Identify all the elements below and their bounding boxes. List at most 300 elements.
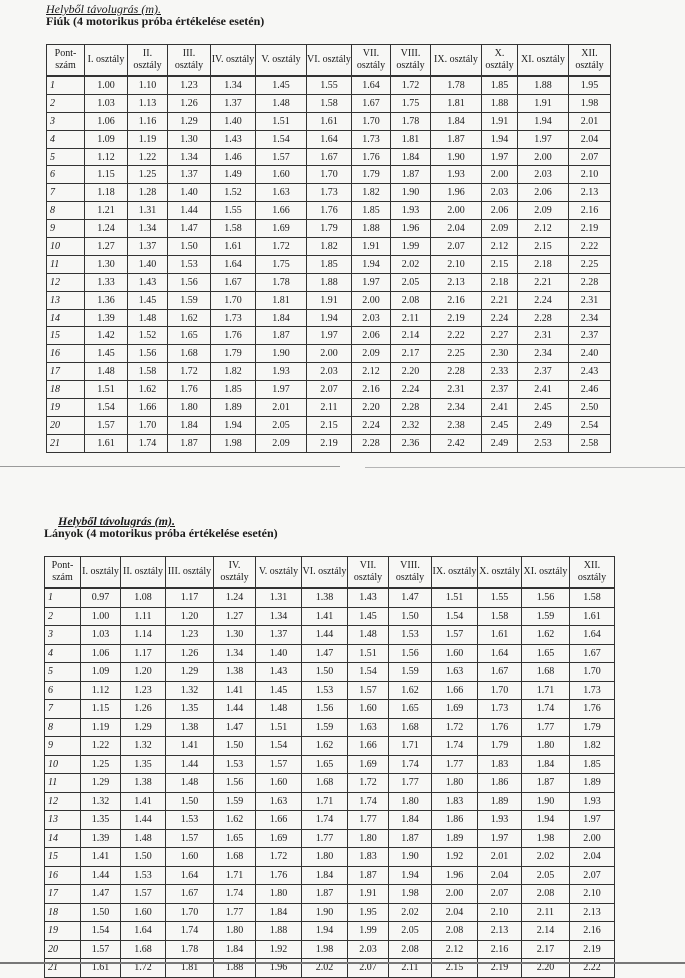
boys-table-subtitle: Fiúk (4 motorikus próba értékelése esetén) bbox=[46, 14, 265, 28]
value-cell: 1.40 bbox=[128, 255, 168, 273]
value-cell: 1.35 bbox=[166, 700, 214, 719]
value-cell: 1.09 bbox=[85, 130, 128, 148]
value-cell: 1.61 bbox=[307, 112, 352, 130]
value-cell: 2.00 bbox=[570, 829, 615, 848]
value-cell: 2.07 bbox=[307, 381, 352, 399]
value-cell: 1.34 bbox=[128, 220, 168, 238]
point-cell: 13 bbox=[47, 291, 85, 309]
value-cell: 2.11 bbox=[391, 309, 431, 327]
value-cell: 2.00 bbox=[352, 291, 391, 309]
value-cell: 1.87 bbox=[302, 885, 348, 904]
table-row bbox=[47, 76, 611, 94]
value-cell: 1.80 bbox=[432, 774, 478, 793]
value-cell: 2.15 bbox=[432, 959, 478, 978]
value-cell: 1.64 bbox=[211, 255, 256, 273]
point-cell: 5 bbox=[47, 148, 85, 166]
value-cell: 1.68 bbox=[302, 774, 348, 793]
value-cell: 1.29 bbox=[166, 663, 214, 682]
value-cell: 2.03 bbox=[518, 166, 569, 184]
value-cell: 2.21 bbox=[482, 291, 518, 309]
value-cell: 1.87 bbox=[522, 774, 570, 793]
value-cell: 1.14 bbox=[121, 626, 166, 645]
value-cell: 2.16 bbox=[431, 291, 482, 309]
value-cell: 1.88 bbox=[214, 959, 256, 978]
value-cell: 1.28 bbox=[128, 184, 168, 202]
column-header-grade: VI. osztály bbox=[307, 45, 352, 77]
value-cell: 1.80 bbox=[168, 399, 211, 417]
table-row bbox=[45, 718, 615, 737]
value-cell: 1.03 bbox=[81, 626, 121, 645]
value-cell: 1.65 bbox=[168, 327, 211, 345]
value-cell: 1.78 bbox=[166, 940, 214, 959]
value-cell: 1.12 bbox=[81, 681, 121, 700]
value-cell: 2.22 bbox=[569, 238, 611, 256]
value-cell: 2.07 bbox=[348, 959, 389, 978]
value-cell: 1.73 bbox=[307, 184, 352, 202]
value-cell: 1.43 bbox=[128, 273, 168, 291]
value-cell: 1.90 bbox=[302, 903, 348, 922]
value-cell: 1.37 bbox=[168, 166, 211, 184]
column-header-grade: II. osztály bbox=[128, 45, 168, 77]
table-row bbox=[45, 811, 615, 830]
value-cell: 1.50 bbox=[81, 903, 121, 922]
value-cell: 1.83 bbox=[348, 848, 389, 867]
value-cell: 1.76 bbox=[256, 866, 302, 885]
value-cell: 1.20 bbox=[121, 663, 166, 682]
value-cell: 1.34 bbox=[211, 76, 256, 94]
value-cell: 1.63 bbox=[348, 718, 389, 737]
column-header-grade: XII. osztály bbox=[570, 557, 615, 589]
value-cell: 2.13 bbox=[570, 903, 615, 922]
point-cell: 15 bbox=[45, 848, 81, 867]
value-cell: 1.62 bbox=[128, 381, 168, 399]
column-header-grade: III. osztály bbox=[166, 557, 214, 589]
value-cell: 1.97 bbox=[352, 273, 391, 291]
value-cell: 1.76 bbox=[307, 202, 352, 220]
value-cell: 2.50 bbox=[569, 399, 611, 417]
value-cell: 2.38 bbox=[431, 416, 482, 434]
value-cell: 1.47 bbox=[302, 644, 348, 663]
value-cell: 1.54 bbox=[256, 737, 302, 756]
girls-table-subtitle: Lányok (4 motorikus próba értékelése esetén) bbox=[44, 526, 278, 540]
table-row bbox=[45, 700, 615, 719]
bottom-divider-line bbox=[0, 962, 685, 964]
value-cell: 1.74 bbox=[348, 792, 389, 811]
point-cell: 12 bbox=[47, 273, 85, 291]
value-cell: 1.60 bbox=[256, 774, 302, 793]
value-cell: 1.37 bbox=[211, 94, 256, 112]
value-cell: 1.45 bbox=[85, 345, 128, 363]
table-row bbox=[47, 345, 611, 363]
value-cell: 2.37 bbox=[569, 327, 611, 345]
value-cell: 1.70 bbox=[128, 416, 168, 434]
value-cell: 1.53 bbox=[214, 755, 256, 774]
point-cell: 20 bbox=[45, 940, 81, 959]
value-cell: 1.74 bbox=[432, 737, 478, 756]
table-row bbox=[45, 774, 615, 793]
value-cell: 1.45 bbox=[256, 681, 302, 700]
value-cell: 1.36 bbox=[85, 291, 128, 309]
value-cell: 1.89 bbox=[570, 774, 615, 793]
table-row bbox=[45, 644, 615, 663]
table-row bbox=[47, 399, 611, 417]
value-cell: 1.85 bbox=[307, 255, 352, 273]
value-cell: 1.44 bbox=[214, 700, 256, 719]
value-cell: 2.15 bbox=[307, 416, 352, 434]
value-cell: 1.32 bbox=[81, 792, 121, 811]
value-cell: 1.60 bbox=[166, 848, 214, 867]
value-cell: 1.51 bbox=[348, 644, 389, 663]
value-cell: 1.55 bbox=[478, 588, 522, 607]
value-cell: 1.94 bbox=[307, 309, 352, 327]
value-cell: 1.58 bbox=[478, 607, 522, 626]
value-cell: 1.50 bbox=[302, 663, 348, 682]
value-cell: 1.51 bbox=[256, 112, 307, 130]
value-cell: 1.40 bbox=[211, 112, 256, 130]
value-cell: 1.69 bbox=[432, 700, 478, 719]
point-cell: 2 bbox=[45, 607, 81, 626]
value-cell: 2.24 bbox=[518, 291, 569, 309]
value-cell: 1.91 bbox=[348, 885, 389, 904]
value-cell: 1.59 bbox=[522, 607, 570, 626]
point-cell: 16 bbox=[45, 866, 81, 885]
value-cell: 1.82 bbox=[211, 363, 256, 381]
value-cell: 1.94 bbox=[352, 255, 391, 273]
value-cell: 1.53 bbox=[389, 626, 432, 645]
value-cell: 1.35 bbox=[121, 755, 166, 774]
value-cell: 1.76 bbox=[168, 381, 211, 399]
value-cell: 2.00 bbox=[431, 202, 482, 220]
value-cell: 1.62 bbox=[389, 681, 432, 700]
value-cell: 2.03 bbox=[352, 309, 391, 327]
column-header-grade: V. osztály bbox=[256, 557, 302, 589]
value-cell: 1.57 bbox=[348, 681, 389, 700]
value-cell: 1.34 bbox=[214, 644, 256, 663]
value-cell: 1.34 bbox=[256, 607, 302, 626]
value-cell: 1.32 bbox=[166, 681, 214, 700]
value-cell: 2.28 bbox=[352, 434, 391, 452]
value-cell: 1.18 bbox=[85, 184, 128, 202]
value-cell: 1.74 bbox=[166, 922, 214, 941]
value-cell: 1.62 bbox=[302, 737, 348, 756]
value-cell: 1.68 bbox=[522, 663, 570, 682]
value-cell: 2.21 bbox=[518, 273, 569, 291]
value-cell: 1.51 bbox=[432, 588, 478, 607]
value-cell: 1.50 bbox=[389, 607, 432, 626]
value-cell: 1.57 bbox=[121, 885, 166, 904]
column-header-grade: I. osztály bbox=[81, 557, 121, 589]
value-cell: 1.53 bbox=[166, 811, 214, 830]
value-cell: 1.30 bbox=[85, 255, 128, 273]
value-cell: 2.24 bbox=[391, 381, 431, 399]
table-row bbox=[45, 588, 615, 607]
value-cell: 2.01 bbox=[478, 848, 522, 867]
table-row bbox=[47, 238, 611, 256]
table-row bbox=[45, 755, 615, 774]
value-cell: 1.43 bbox=[256, 663, 302, 682]
table-row bbox=[47, 273, 611, 291]
point-cell: 17 bbox=[45, 885, 81, 904]
value-cell: 1.73 bbox=[478, 700, 522, 719]
value-cell: 1.48 bbox=[256, 700, 302, 719]
value-cell: 2.28 bbox=[431, 363, 482, 381]
value-cell: 1.99 bbox=[348, 922, 389, 941]
point-cell: 6 bbox=[45, 681, 81, 700]
value-cell: 1.38 bbox=[166, 718, 214, 737]
point-cell: 9 bbox=[45, 737, 81, 756]
point-cell: 1 bbox=[47, 76, 85, 94]
value-cell: 1.96 bbox=[256, 959, 302, 978]
value-cell: 2.01 bbox=[569, 112, 611, 130]
value-cell: 1.37 bbox=[128, 238, 168, 256]
value-cell: 1.74 bbox=[522, 700, 570, 719]
value-cell: 1.72 bbox=[168, 363, 211, 381]
value-cell: 2.16 bbox=[478, 940, 522, 959]
value-cell: 2.04 bbox=[432, 903, 478, 922]
value-cell: 1.23 bbox=[166, 626, 214, 645]
point-cell: 12 bbox=[45, 792, 81, 811]
value-cell: 1.83 bbox=[432, 792, 478, 811]
value-cell: 1.10 bbox=[128, 76, 168, 94]
value-cell: 2.19 bbox=[570, 940, 615, 959]
value-cell: 2.31 bbox=[518, 327, 569, 345]
value-cell: 1.38 bbox=[302, 588, 348, 607]
value-cell: 1.98 bbox=[569, 94, 611, 112]
value-cell: 1.93 bbox=[478, 811, 522, 830]
value-cell: 1.26 bbox=[168, 94, 211, 112]
value-cell: 2.04 bbox=[569, 130, 611, 148]
column-header-grade: III. osztály bbox=[168, 45, 211, 77]
value-cell: 2.12 bbox=[352, 363, 391, 381]
value-cell: 1.94 bbox=[522, 811, 570, 830]
value-cell: 1.66 bbox=[348, 737, 389, 756]
value-cell: 1.58 bbox=[570, 588, 615, 607]
value-cell: 1.70 bbox=[352, 112, 391, 130]
value-cell: 1.91 bbox=[482, 112, 518, 130]
value-cell: 2.19 bbox=[307, 434, 352, 452]
value-cell: 1.65 bbox=[389, 700, 432, 719]
girls-score-table bbox=[44, 556, 615, 978]
value-cell: 1.67 bbox=[570, 644, 615, 663]
value-cell: 2.00 bbox=[307, 345, 352, 363]
point-cell: 8 bbox=[47, 202, 85, 220]
boys-score-table bbox=[46, 44, 611, 453]
value-cell: 1.85 bbox=[482, 76, 518, 94]
value-cell: 1.87 bbox=[256, 327, 307, 345]
column-header-grade: IV. osztály bbox=[214, 557, 256, 589]
value-cell: 1.94 bbox=[518, 112, 569, 130]
value-cell: 1.90 bbox=[522, 792, 570, 811]
value-cell: 2.05 bbox=[256, 416, 307, 434]
table-row bbox=[47, 166, 611, 184]
value-cell: 1.84 bbox=[522, 755, 570, 774]
point-cell: 3 bbox=[45, 626, 81, 645]
value-cell: 1.16 bbox=[128, 112, 168, 130]
value-cell: 1.41 bbox=[166, 737, 214, 756]
value-cell: 2.25 bbox=[431, 345, 482, 363]
value-cell: 2.08 bbox=[389, 940, 432, 959]
value-cell: 1.56 bbox=[389, 644, 432, 663]
value-cell: 2.34 bbox=[569, 309, 611, 327]
point-cell: 14 bbox=[47, 309, 85, 327]
point-cell: 10 bbox=[47, 238, 85, 256]
value-cell: 2.01 bbox=[256, 399, 307, 417]
table-row bbox=[47, 94, 611, 112]
value-cell: 1.72 bbox=[121, 959, 166, 978]
value-cell: 1.83 bbox=[478, 755, 522, 774]
value-cell: 2.00 bbox=[518, 148, 569, 166]
value-cell: 1.41 bbox=[121, 792, 166, 811]
value-cell: 1.74 bbox=[214, 885, 256, 904]
value-cell: 2.49 bbox=[482, 434, 518, 452]
value-cell: 1.96 bbox=[432, 866, 478, 885]
value-cell: 1.94 bbox=[482, 130, 518, 148]
value-cell: 1.84 bbox=[214, 940, 256, 959]
value-cell: 1.61 bbox=[81, 959, 121, 978]
value-cell: 1.85 bbox=[211, 381, 256, 399]
value-cell: 1.72 bbox=[256, 238, 307, 256]
column-header-grade: VIII. osztály bbox=[389, 557, 432, 589]
value-cell: 1.57 bbox=[432, 626, 478, 645]
value-cell: 1.64 bbox=[307, 130, 352, 148]
value-cell: 1.44 bbox=[302, 626, 348, 645]
value-cell: 1.98 bbox=[389, 885, 432, 904]
value-cell: 1.84 bbox=[431, 112, 482, 130]
value-cell: 2.02 bbox=[302, 959, 348, 978]
value-cell: 2.34 bbox=[518, 345, 569, 363]
value-cell: 1.87 bbox=[389, 829, 432, 848]
value-cell: 1.44 bbox=[166, 755, 214, 774]
value-cell: 1.32 bbox=[121, 737, 166, 756]
value-cell: 1.88 bbox=[256, 922, 302, 941]
value-cell: 1.55 bbox=[211, 202, 256, 220]
value-cell: 1.56 bbox=[214, 774, 256, 793]
value-cell: 1.95 bbox=[348, 903, 389, 922]
value-cell: 1.84 bbox=[256, 903, 302, 922]
column-header-grade: V. osztály bbox=[256, 45, 307, 77]
table-row bbox=[45, 940, 615, 959]
value-cell: 1.86 bbox=[432, 811, 478, 830]
value-cell: 1.48 bbox=[121, 829, 166, 848]
table-row bbox=[45, 885, 615, 904]
value-cell: 2.11 bbox=[307, 399, 352, 417]
value-cell: 1.09 bbox=[81, 663, 121, 682]
value-cell: 1.27 bbox=[214, 607, 256, 626]
value-cell: 2.45 bbox=[482, 416, 518, 434]
column-header-grade: XII. osztály bbox=[569, 45, 611, 77]
value-cell: 1.56 bbox=[168, 273, 211, 291]
value-cell: 1.73 bbox=[570, 681, 615, 700]
value-cell: 1.48 bbox=[85, 363, 128, 381]
table-row bbox=[45, 848, 615, 867]
point-cell: 9 bbox=[47, 220, 85, 238]
value-cell: 1.45 bbox=[256, 76, 307, 94]
value-cell: 2.34 bbox=[431, 399, 482, 417]
value-cell: 1.79 bbox=[307, 220, 352, 238]
point-cell: 6 bbox=[47, 166, 85, 184]
value-cell: 1.53 bbox=[302, 681, 348, 700]
value-cell: 1.76 bbox=[478, 718, 522, 737]
value-cell: 1.69 bbox=[256, 829, 302, 848]
value-cell: 2.04 bbox=[478, 866, 522, 885]
value-cell: 1.84 bbox=[391, 148, 431, 166]
value-cell: 1.43 bbox=[348, 588, 389, 607]
point-cell: 10 bbox=[45, 755, 81, 774]
column-header-grade: VIII. osztály bbox=[391, 45, 431, 77]
value-cell: 1.78 bbox=[256, 273, 307, 291]
value-cell: 1.91 bbox=[352, 238, 391, 256]
value-cell: 2.24 bbox=[352, 416, 391, 434]
value-cell: 1.41 bbox=[214, 681, 256, 700]
value-cell: 1.68 bbox=[214, 848, 256, 867]
column-header-grade: XI. osztály bbox=[518, 45, 569, 77]
value-cell: 1.08 bbox=[121, 588, 166, 607]
value-cell: 2.19 bbox=[569, 220, 611, 238]
value-cell: 1.54 bbox=[256, 130, 307, 148]
value-cell: 1.12 bbox=[85, 148, 128, 166]
value-cell: 1.56 bbox=[128, 345, 168, 363]
value-cell: 2.19 bbox=[431, 309, 482, 327]
point-cell: 11 bbox=[47, 255, 85, 273]
value-cell: 1.47 bbox=[81, 885, 121, 904]
value-cell: 1.70 bbox=[166, 903, 214, 922]
value-cell: 1.64 bbox=[478, 644, 522, 663]
value-cell: 1.92 bbox=[256, 940, 302, 959]
value-cell: 1.21 bbox=[85, 202, 128, 220]
value-cell: 1.38 bbox=[121, 774, 166, 793]
point-cell: 19 bbox=[47, 399, 85, 417]
value-cell: 1.60 bbox=[348, 700, 389, 719]
table-row bbox=[45, 922, 615, 941]
value-cell: 2.09 bbox=[352, 345, 391, 363]
value-cell: 1.81 bbox=[166, 959, 214, 978]
value-cell: 1.22 bbox=[81, 737, 121, 756]
value-cell: 2.46 bbox=[569, 381, 611, 399]
value-cell: 2.08 bbox=[522, 885, 570, 904]
value-cell: 1.93 bbox=[391, 202, 431, 220]
value-cell: 1.30 bbox=[168, 130, 211, 148]
table-row bbox=[47, 363, 611, 381]
value-cell: 1.19 bbox=[81, 718, 121, 737]
value-cell: 1.65 bbox=[522, 644, 570, 663]
value-cell: 1.60 bbox=[432, 644, 478, 663]
value-cell: 1.52 bbox=[128, 327, 168, 345]
value-cell: 1.94 bbox=[211, 416, 256, 434]
value-cell: 2.36 bbox=[391, 434, 431, 452]
column-header-points: Pont-szám bbox=[47, 45, 85, 77]
value-cell: 1.29 bbox=[121, 718, 166, 737]
value-cell: 1.87 bbox=[391, 166, 431, 184]
value-cell: 1.61 bbox=[478, 626, 522, 645]
value-cell: 1.37 bbox=[256, 626, 302, 645]
value-cell: 1.06 bbox=[85, 112, 128, 130]
value-cell: 2.09 bbox=[256, 434, 307, 452]
value-cell: 1.61 bbox=[211, 238, 256, 256]
value-cell: 1.26 bbox=[121, 700, 166, 719]
value-cell: 1.71 bbox=[214, 866, 256, 885]
value-cell: 2.43 bbox=[569, 363, 611, 381]
value-cell: 1.97 bbox=[518, 130, 569, 148]
value-cell: 1.76 bbox=[211, 327, 256, 345]
value-cell: 2.20 bbox=[352, 399, 391, 417]
value-cell: 1.54 bbox=[85, 399, 128, 417]
value-cell: 2.10 bbox=[569, 166, 611, 184]
value-cell: 1.19 bbox=[128, 130, 168, 148]
value-cell: 1.90 bbox=[391, 184, 431, 202]
value-cell: 1.39 bbox=[81, 829, 121, 848]
column-header-grade: IX. osztály bbox=[431, 45, 482, 77]
value-cell: 2.19 bbox=[478, 959, 522, 978]
